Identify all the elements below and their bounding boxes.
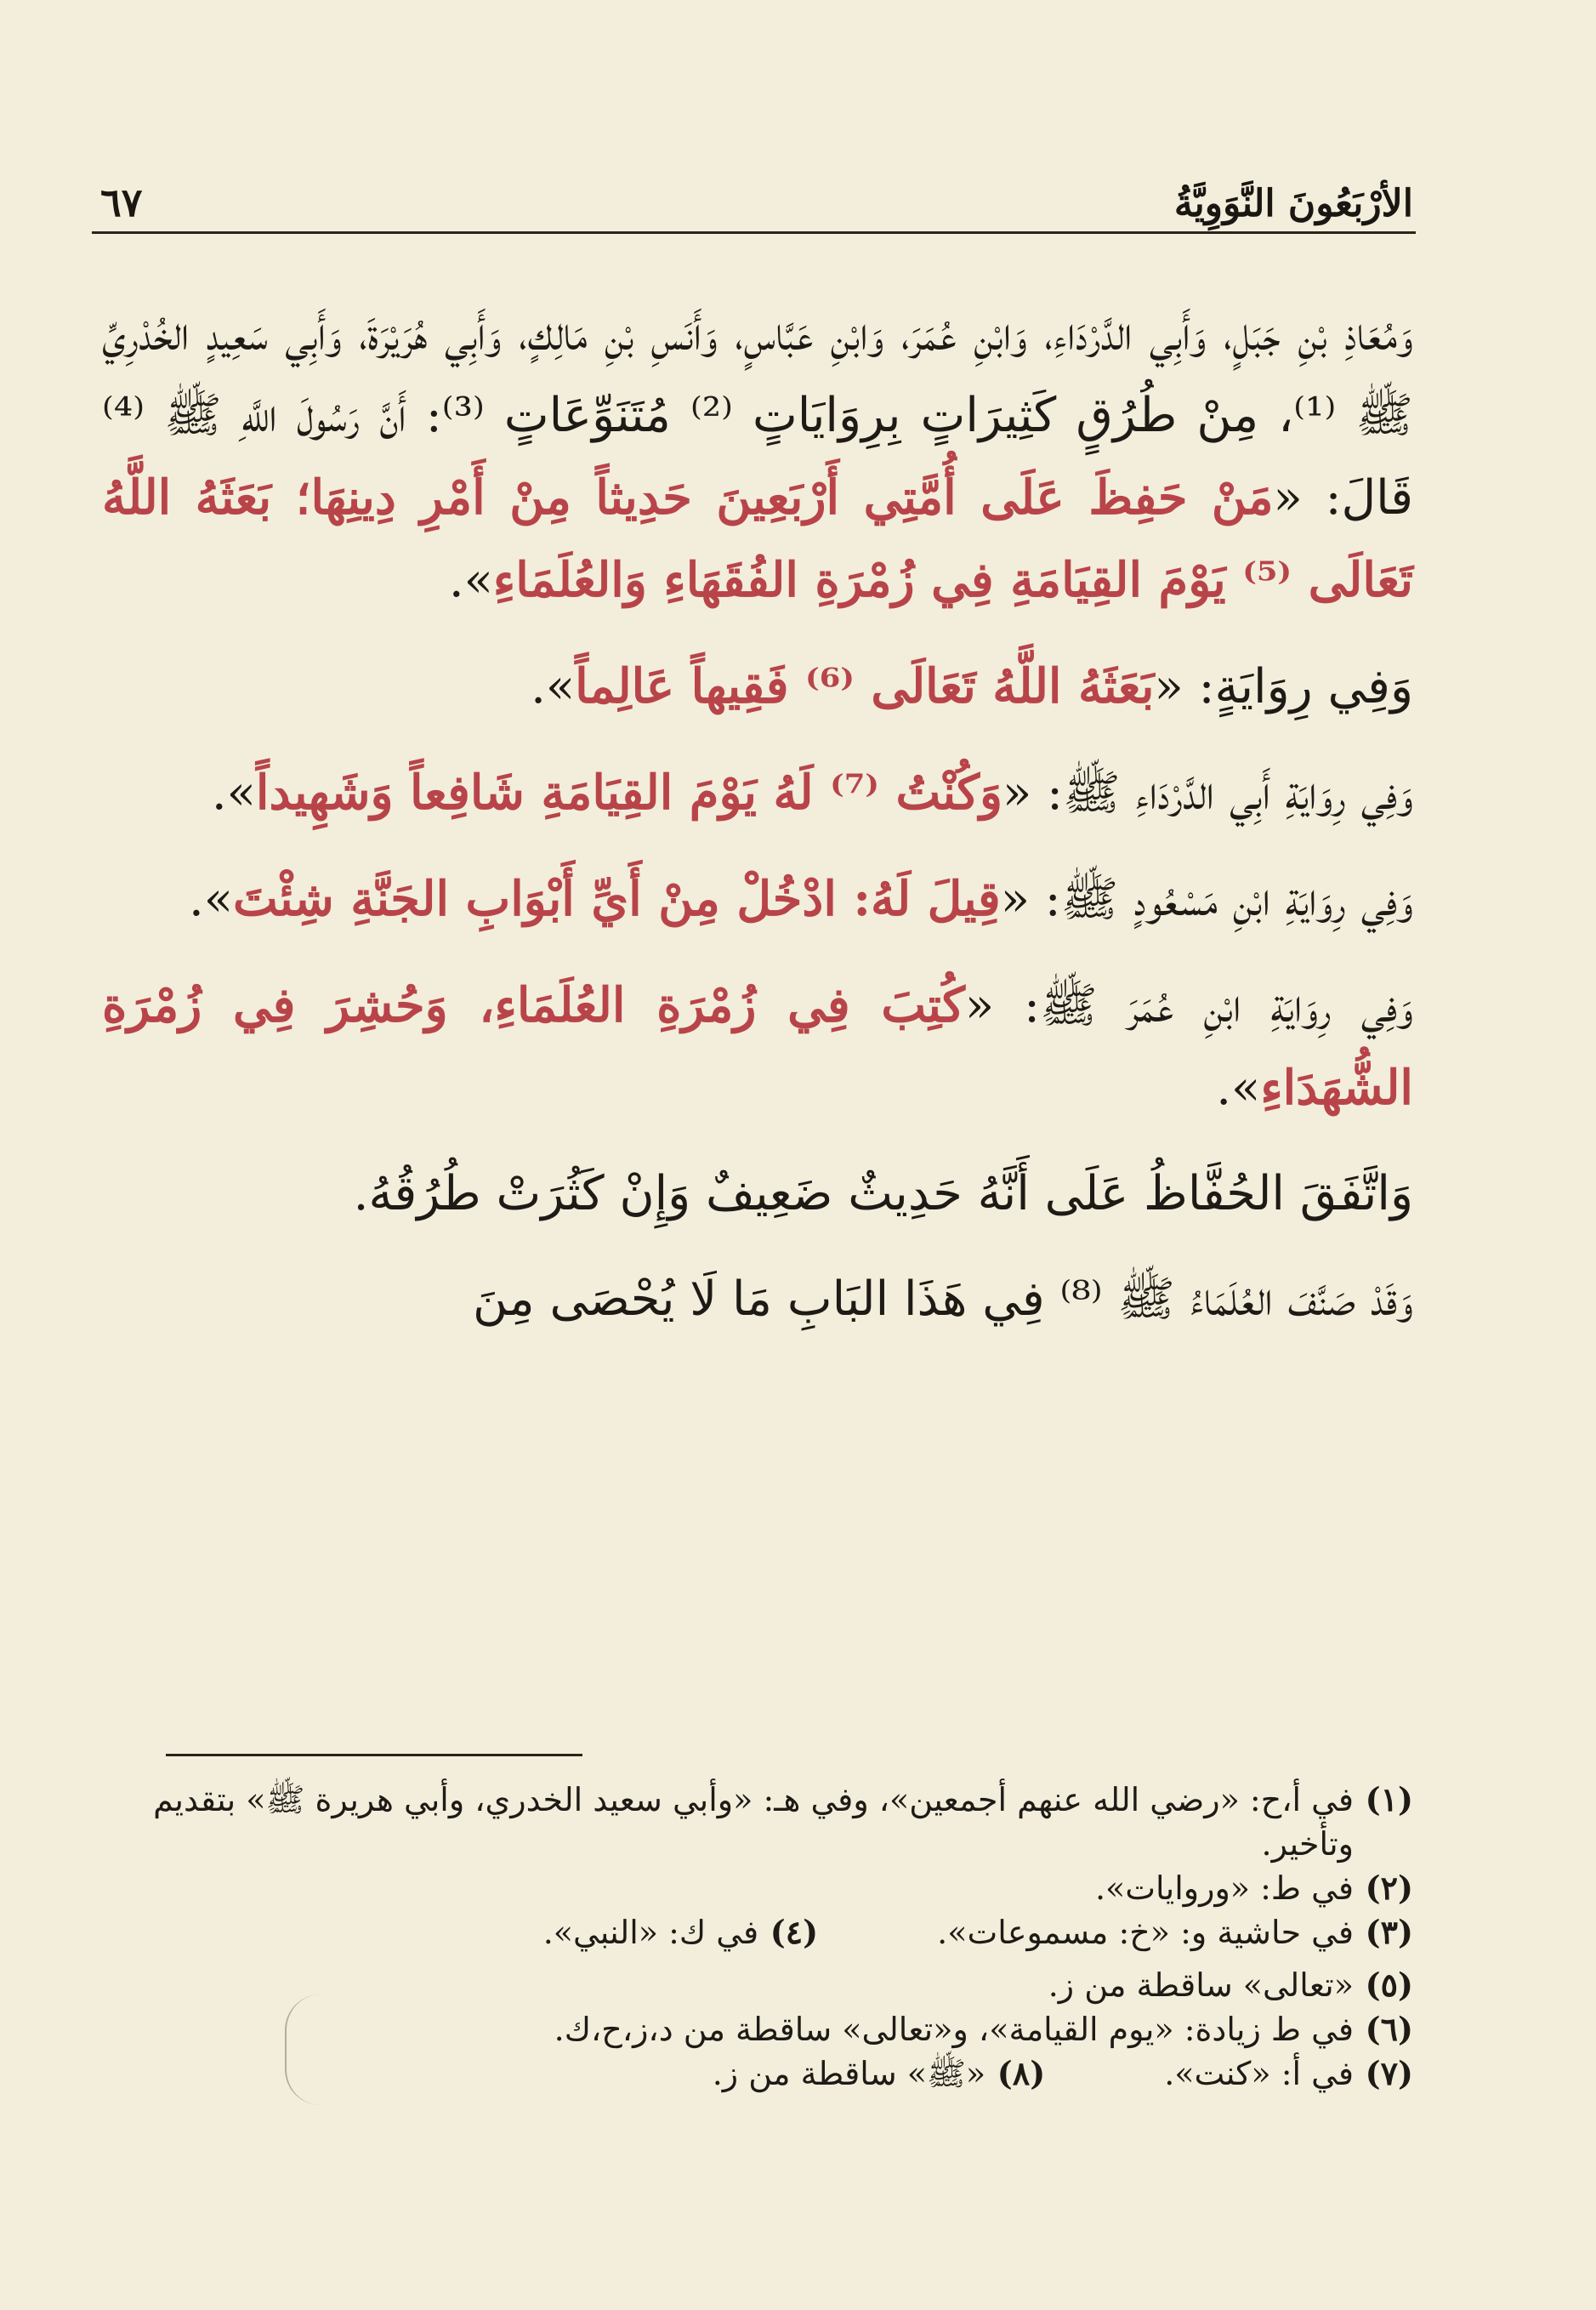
footnote-number: (٨) bbox=[997, 2054, 1046, 2092]
paragraph-6: وَاتَّفَقَ الحُفَّاظُ عَلَى أَنَّهُ حَدِيثٌ ضَعِيفٌ وَإِنْ كَثُرَتْ طُرُقُهُ. bbox=[353, 1166, 1413, 1221]
text-segment: وَفِي رِوَايَةِ ابْنِ عُمَرَ ﷺ: « bbox=[964, 978, 1413, 1033]
footnote-number: (٦) bbox=[1365, 2010, 1413, 2048]
page-header bbox=[100, 174, 1413, 225]
text-segment: وَفِي رِوَايَةِ ابْنِ مَسْعُودٍ ﷺ: « bbox=[1000, 872, 1413, 927]
running-title: الأرْبَعُونَ النَّوَوِيَّةُ bbox=[1173, 182, 1413, 225]
pencil-mark bbox=[285, 1994, 321, 2105]
paragraph-1 bbox=[102, 293, 1413, 622]
footnote-text: في ط: «وروايات». bbox=[1094, 1869, 1354, 1907]
footnote-text: «ﷺ» ساقطة من ز. bbox=[712, 2055, 986, 2092]
text-segment: ». bbox=[1216, 1061, 1261, 1116]
footnote-number: (٣) bbox=[1365, 1913, 1413, 1951]
footnote-7 bbox=[1164, 2051, 1413, 2096]
paragraph-3 bbox=[102, 752, 1413, 834]
footnote-number: (٤) bbox=[770, 1913, 819, 1951]
paragraph-7: وَقَدْ صَنَّفَ العُلَمَاءُ ﷺ ⁽⁸⁾ فِي هَذَا البَابِ مَا لَا يُحْصَى مِنَ bbox=[473, 1272, 1413, 1327]
text-segment: ». bbox=[211, 765, 256, 821]
hadith-text: بَعَثَهُ اللَّهُ تَعَالَى ⁽⁶⁾ فَقِيهاً عَالِماً bbox=[575, 658, 1155, 714]
footnote-2 bbox=[102, 1866, 1413, 1910]
footnote-number: (٥) bbox=[1365, 1966, 1413, 2004]
footnote-text: «تعالى» ساقطة من ز. bbox=[1048, 1966, 1354, 2004]
header-rule bbox=[92, 231, 1416, 234]
paragraph-2 bbox=[102, 646, 1413, 728]
footnote-number: (٢) bbox=[1365, 1869, 1413, 1907]
text-segment: وَفِي رِوَايَةٍ: « bbox=[1154, 659, 1413, 714]
text-segment: ». bbox=[448, 553, 493, 608]
text-segment: ». bbox=[188, 872, 233, 927]
page-number: ٦٧ bbox=[100, 179, 143, 225]
footnote-number: (٧) bbox=[1365, 2054, 1413, 2092]
footnote-number: (١) bbox=[1365, 1780, 1413, 1818]
hadith-text: كُتِبَ فِي زُمْرَةِ العُلَمَاءِ، وَحُشِرَ فِي زُمْرَةِ الشُّهَدَاءِ bbox=[102, 977, 1413, 1116]
main-text bbox=[102, 293, 1413, 1364]
footnote-text: في أ: «كنت». bbox=[1164, 2055, 1354, 2092]
text-segment: ». bbox=[531, 659, 576, 714]
text-segment: وَفِي رِوَايَةِ أَبِي الدَّرْدَاءِ ﷺ: « bbox=[1002, 765, 1413, 821]
footnote-rule bbox=[166, 1754, 582, 1756]
footnote-text: في ط زيادة: «يوم القيامة»، و«تعالى» ساقطة من د،ز،ح،ك. bbox=[554, 2011, 1354, 2048]
footnote-3 bbox=[937, 1910, 1413, 1954]
hadith-text: مَنْ حَفِظَ عَلَى أُمَّتِي أَرْبَعِينَ حَدِيثاً مِنْ أَمْرِ دِينِهَا؛ بَعَثَهُ اللَّهُ تَعَالَى ⁽⁵⁾ يَوْمَ القِيَامَةِ فِي زُمْرَةِ الفُقَهَاءِ وَالعُلَمَاءِ bbox=[102, 469, 1413, 608]
hadith-text: وَكُنْتُ ⁽⁷⁾ لَهُ يَوْمَ القِيَامَةِ شَافِعاً وَشَهِيداً bbox=[255, 765, 1003, 821]
footnote-text: في أ،ح: «رضي الله عنهم أجمعين»، وفي هـ: «وأبي سعيد الخدري، وأبي هريرة ﷺ» بتقديم وتأخير. bbox=[153, 1781, 1354, 1863]
footnote-text: في حاشية و: «خ: مسموعات». bbox=[937, 1914, 1354, 1951]
footnote-1 bbox=[102, 1778, 1413, 1866]
text-segment: وَمُعَاذِ بْنِ جَبَلٍ، وَأَبِي الدَّرْدَاءِ، وَابْنِ عُمَرَ، وَابْنِ عَبَّاسٍ، وَأَنَسِ بْنِ مَالِكٍ، وَأَبِي هُرَيْرَةَ، وَأَبِي سَعِيدٍ الخُدْرِيِّ ﷺ ⁽¹⁾، مِنْ طُرُقٍ كَثِيرَاتٍ بِرِوَايَاتٍ ⁽²⁾ مُتَنَوِّعَاتٍ ⁽³⁾: أَنَّ رَسُولَ اللَّهِ ﷺ ⁽⁴⁾ قَالَ: « bbox=[102, 306, 1414, 526]
paragraph-5 bbox=[102, 964, 1413, 1129]
footnote-4 bbox=[543, 1910, 818, 1954]
footnote-row bbox=[102, 1910, 1413, 1954]
hadith-text: قِيلَ لَهُ: ادْخُلْ مِنْ أَيِّ أَبْوَابِ الجَنَّةِ شِئْتَ bbox=[233, 871, 1001, 927]
footnote-text: في ك: «النبي». bbox=[542, 1914, 759, 1951]
footnote-8 bbox=[713, 2051, 1045, 2096]
paragraph-4 bbox=[102, 858, 1413, 941]
